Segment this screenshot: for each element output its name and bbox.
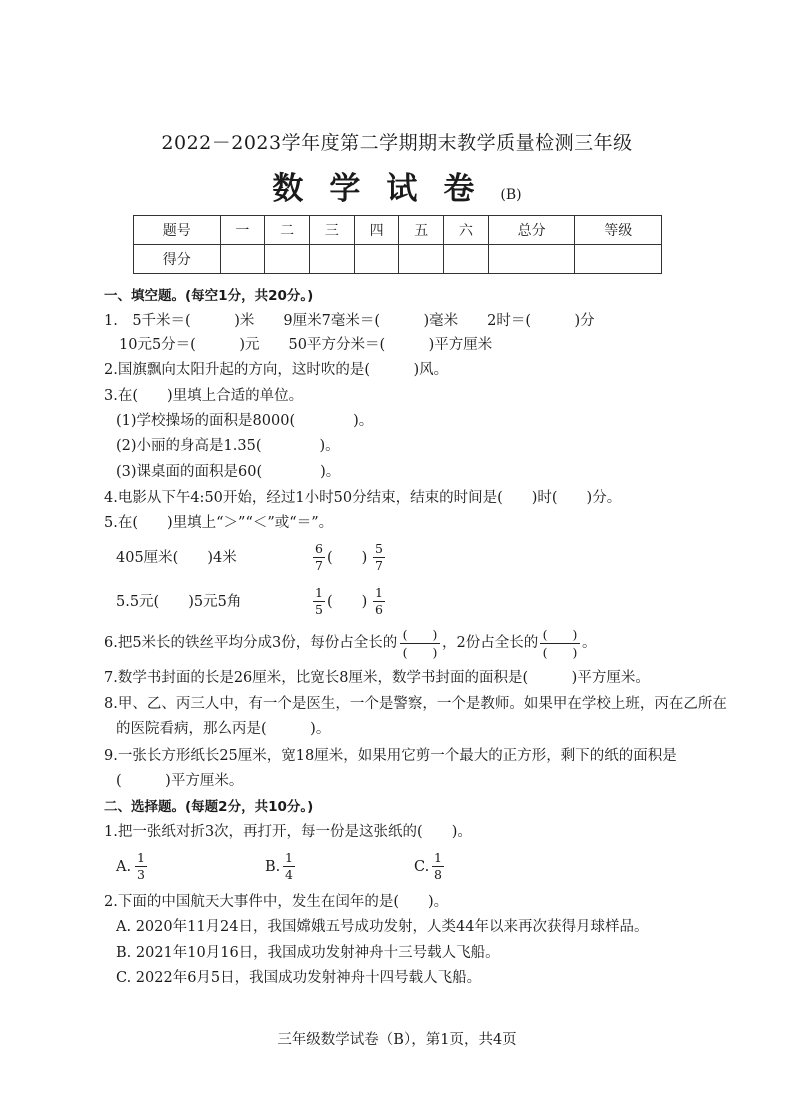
exam-subtitle: 数学试卷 <box>272 171 501 207</box>
question-5-fraction-right: 5 7 <box>373 542 385 573</box>
question-5-blank: ( ) <box>327 594 368 610</box>
question-3-2: (2)小丽的身高是1.35( )。 <box>116 438 340 454</box>
score-table-cell: 五 <box>399 216 444 245</box>
score-entry-cell[interactable] <box>309 245 354 274</box>
exam-title: 2022－2023学年度第二学期期末教学质量检测三年级 <box>161 132 633 154</box>
question-2: 2.国旗飘向太阳升起的方向，这时吹的是( )风。 <box>104 362 449 378</box>
question-5-blank: ( ) <box>327 550 368 566</box>
question-3-3: (3)课桌面的面积是60( )。 <box>116 464 341 480</box>
question-5b: 5.5元( )5元5角 <box>116 594 242 610</box>
score-entry-cell[interactable] <box>575 245 662 274</box>
choice-question-2-option-a[interactable]: A. 2020年11月24日，我国嫦娥五号成功发射，人类44年以来再次获得月球样品。 <box>116 919 649 935</box>
section2-heading: 二、选择题。(每题2分，共10分。) <box>104 799 314 815</box>
score-entry-cell[interactable] <box>220 245 265 274</box>
exam-subtitle-block <box>0 163 794 208</box>
score-table-cell: 六 <box>444 216 489 245</box>
score-table <box>133 215 662 274</box>
score-table-cell: 二 <box>265 216 310 245</box>
score-table-cell: 等级 <box>575 216 662 245</box>
question-6-fraction-blank[interactable]: ( ) ( ) <box>540 627 580 660</box>
score-table-cell: 一 <box>220 216 265 245</box>
question-5: 5.在( )里填上“＞”“＜”或“＝”。 <box>104 515 334 531</box>
score-entry-cell[interactable] <box>488 245 575 274</box>
page-footer: 三年级数学试卷（B），第1页，共4页 <box>277 1032 517 1048</box>
question-6-part-2: ，2份占全长的 <box>442 635 539 651</box>
choice-question-2-option-c[interactable]: C. 2022年6月5日，我国成功发射神舟十四号载人飞船。 <box>116 970 482 986</box>
choice-question-2-option-b[interactable]: B. 2021年10月16日，我国成功发射神舟十三号载人飞船。 <box>116 945 500 961</box>
question-7: 7.数学书封面的长是26厘米，比宽长8厘米，数学书封面的面积是( )平方厘米。 <box>104 670 650 686</box>
question-8-line-1: 8.甲、乙、丙三人中，有一个是医生，一个是警察，一个是教师。如果甲在学校上班，丙在乙所在 <box>104 696 727 712</box>
option-c-label[interactable]: C. <box>414 859 430 875</box>
option-a-label[interactable]: A. <box>116 859 132 875</box>
score-table-score-row <box>134 245 662 274</box>
option-c-fraction[interactable]: 1 8 <box>432 851 444 882</box>
question-5-fraction-right: 1 6 <box>373 586 385 617</box>
score-table-cell: 总分 <box>488 216 575 245</box>
question-5-fraction-left: 6 7 <box>313 542 325 573</box>
choice-question-2: 2.下面的中国航天大事件中，发生在闰年的是( )。 <box>104 894 449 910</box>
option-a-fraction[interactable]: 1 3 <box>135 851 147 882</box>
choice-question-1: 1.把一张纸对折3次，再打开，每一份是这张纸的( )。 <box>104 824 472 840</box>
section1-heading: 一、填空题。(每空1分，共20分。) <box>104 288 314 304</box>
question-1-line-2: 10元5分＝( )元 50平方分米＝( )平方厘米 <box>119 337 493 353</box>
score-table-cell: 得分 <box>134 245 221 274</box>
score-entry-cell[interactable] <box>444 245 489 274</box>
score-entry-cell[interactable] <box>354 245 399 274</box>
question-6-part-1: 6.把5米长的铁丝平均分成3份，每份占全长的 <box>104 635 398 651</box>
question-3: 3.在( )里填上合适的单位。 <box>104 388 304 404</box>
question-6-fraction-blank[interactable]: ( ) ( ) <box>400 627 440 660</box>
option-b-fraction[interactable]: 1 4 <box>283 851 295 882</box>
question-3-1: (1)学校操场的面积是8000( )。 <box>116 413 374 429</box>
question-1-line-1: 1. 5千米＝( )米 9厘米7毫米＝( )毫米 2时＝( )分 <box>104 313 595 329</box>
score-table-cell: 四 <box>354 216 399 245</box>
score-table-header-row <box>134 216 662 245</box>
question-6-part-3: 。 <box>582 635 597 651</box>
question-4: 4.电影从下午4:50开始，经过1小时50分结束，结束的时间是( )时( )分。 <box>104 490 622 506</box>
score-table-cell: 题号 <box>134 216 221 245</box>
score-entry-cell[interactable] <box>265 245 310 274</box>
question-9-line-2: ( )平方厘米。 <box>116 773 244 789</box>
question-9-line-1: 9.一张长方形纸长25厘米，宽18厘米，如果用它剪一个最大的正方形，剩下的纸的面积是 <box>104 748 677 764</box>
question-8-line-2: 的医院看病，那么丙是( )。 <box>116 721 331 737</box>
score-table-cell: 三 <box>309 216 354 245</box>
question-5a: 405厘米( )4米 <box>116 550 237 566</box>
exam-version: (B) <box>500 187 522 203</box>
score-entry-cell[interactable] <box>399 245 444 274</box>
option-b-label[interactable]: B. <box>265 859 281 875</box>
question-5-fraction-left: 1 5 <box>313 586 325 617</box>
